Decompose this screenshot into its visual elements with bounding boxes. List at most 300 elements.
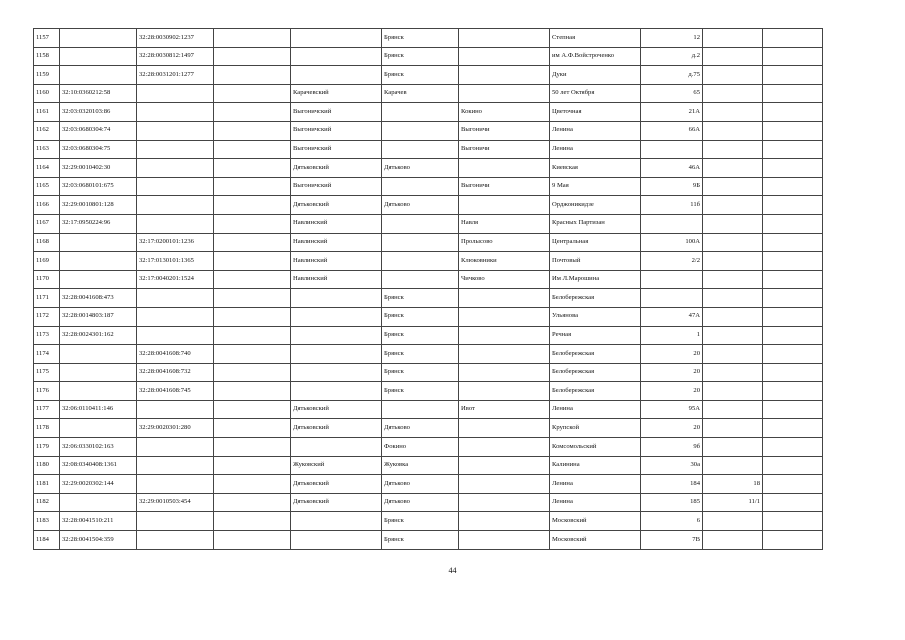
building-number-cell — [703, 159, 763, 178]
district-cell: Выгоничский — [291, 177, 382, 196]
cadastral-number-premises-cell — [214, 456, 291, 475]
table-row — [34, 177, 823, 196]
city-cell: Дятьково — [382, 475, 459, 494]
apartment-number-cell — [763, 382, 823, 401]
table-row — [34, 121, 823, 140]
table-row — [34, 307, 823, 326]
row-number-cell: 1162 — [34, 121, 60, 140]
street-cell: Дуки — [550, 66, 641, 85]
cadastral-number-land-cell: 32:06:0330102:163 — [60, 438, 137, 457]
row-number-cell: 1164 — [34, 159, 60, 178]
table-row — [34, 531, 823, 550]
cadastral-number-building-cell: 32:28:0041608:732 — [137, 363, 214, 382]
district-cell — [291, 512, 382, 531]
cadastral-number-premises-cell — [214, 438, 291, 457]
apartment-number-cell — [763, 475, 823, 494]
street-cell: Ульянова — [550, 307, 641, 326]
city-cell: Дятьково — [382, 196, 459, 215]
house-number-cell: 47А — [641, 307, 703, 326]
row-number-cell: 1178 — [34, 419, 60, 438]
cadastral-number-premises-cell — [214, 326, 291, 345]
building-number-cell — [703, 345, 763, 364]
city-cell — [382, 121, 459, 140]
row-number-cell: 1158 — [34, 47, 60, 66]
cadastral-number-building-cell: 32:17:0200101:1236 — [137, 233, 214, 252]
table-row — [34, 66, 823, 85]
cadastral-number-building-cell: 32:17:0130101:1365 — [137, 252, 214, 271]
street-cell: Киевская — [550, 159, 641, 178]
city-cell: Брянск — [382, 289, 459, 308]
building-number-cell — [703, 363, 763, 382]
cadastral-number-land-cell — [60, 493, 137, 512]
cadastral-number-premises-cell — [214, 233, 291, 252]
city-cell: Брянск — [382, 66, 459, 85]
building-number-cell — [703, 252, 763, 271]
house-number-cell: 66А — [641, 121, 703, 140]
apartment-number-cell — [763, 214, 823, 233]
street-cell: Ленина — [550, 140, 641, 159]
cadastral-number-building-cell: 32:17:0040201:1524 — [137, 270, 214, 289]
house-number-cell — [641, 214, 703, 233]
cadastral-number-land-cell: 32:29:0010801:128 — [60, 196, 137, 215]
district-cell — [291, 345, 382, 364]
settlement-cell: Выгоничи — [459, 121, 550, 140]
cadastral-number-land-cell: 32:03:0680304:75 — [60, 140, 137, 159]
city-cell: Брянск — [382, 363, 459, 382]
house-number-cell: 9Б — [641, 177, 703, 196]
apartment-number-cell — [763, 29, 823, 48]
table-row — [34, 363, 823, 382]
city-cell: Дятьково — [382, 159, 459, 178]
cadastral-number-land-cell: 32:10:0360212:58 — [60, 84, 137, 103]
city-cell — [382, 252, 459, 271]
settlement-cell — [459, 419, 550, 438]
cadastral-number-land-cell: 32:28:0014803:187 — [60, 307, 137, 326]
street-cell: Калинина — [550, 456, 641, 475]
house-number-cell: 20 — [641, 363, 703, 382]
cadastral-number-premises-cell — [214, 493, 291, 512]
cadastral-number-building-cell — [137, 400, 214, 419]
cadastral-number-building-cell — [137, 177, 214, 196]
settlement-cell: Выгоничи — [459, 140, 550, 159]
cadastral-number-building-cell — [137, 307, 214, 326]
city-cell: Жуковка — [382, 456, 459, 475]
cadastral-number-building-cell — [137, 531, 214, 550]
district-cell: Выгоничский — [291, 140, 382, 159]
cadastral-number-building-cell — [137, 438, 214, 457]
building-number-cell — [703, 270, 763, 289]
cadastral-number-land-cell — [60, 345, 137, 364]
row-number-cell: 1163 — [34, 140, 60, 159]
table-row — [34, 233, 823, 252]
house-number-cell: 20 — [641, 382, 703, 401]
district-cell: Дятьковский — [291, 493, 382, 512]
cadastral-number-building-cell — [137, 326, 214, 345]
apartment-number-cell — [763, 307, 823, 326]
district-cell — [291, 289, 382, 308]
district-cell: Дятьковский — [291, 419, 382, 438]
apartment-number-cell — [763, 140, 823, 159]
district-cell: Навлинский — [291, 270, 382, 289]
district-cell: Навлинский — [291, 252, 382, 271]
cadastral-number-building-cell — [137, 121, 214, 140]
cadastral-number-premises-cell — [214, 382, 291, 401]
house-number-cell: 6 — [641, 512, 703, 531]
apartment-number-cell — [763, 66, 823, 85]
apartment-number-cell — [763, 326, 823, 345]
house-number-cell — [641, 289, 703, 308]
street-cell: Речная — [550, 326, 641, 345]
table-row — [34, 270, 823, 289]
house-number-cell: д.2 — [641, 47, 703, 66]
table-row — [34, 382, 823, 401]
street-cell: Центральная — [550, 233, 641, 252]
row-number-cell: 1180 — [34, 456, 60, 475]
row-number-cell: 1169 — [34, 252, 60, 271]
street-cell: Крупской — [550, 419, 641, 438]
table-row — [34, 419, 823, 438]
cadastral-number-land-cell: 32:17:0950224:96 — [60, 214, 137, 233]
house-number-cell: 65 — [641, 84, 703, 103]
cadastral-number-premises-cell — [214, 140, 291, 159]
cadastral-number-land-cell: 32:03:0680304:74 — [60, 121, 137, 140]
row-number-cell: 1175 — [34, 363, 60, 382]
city-cell: Брянск — [382, 345, 459, 364]
row-number-cell: 1177 — [34, 400, 60, 419]
cadastral-number-land-cell — [60, 66, 137, 85]
settlement-cell — [459, 196, 550, 215]
row-number-cell: 1183 — [34, 512, 60, 531]
city-cell: Брянск — [382, 326, 459, 345]
settlement-cell — [459, 307, 550, 326]
building-number-cell — [703, 140, 763, 159]
table-row — [34, 159, 823, 178]
table-row — [34, 512, 823, 531]
street-cell: Ленина — [550, 400, 641, 419]
apartment-number-cell — [763, 456, 823, 475]
apartment-number-cell — [763, 84, 823, 103]
cadastral-number-building-cell: 32:29:0010503:454 — [137, 493, 214, 512]
house-number-cell: 20 — [641, 419, 703, 438]
cadastral-number-land-cell — [60, 419, 137, 438]
table-row — [34, 29, 823, 48]
settlement-cell: Клюковники — [459, 252, 550, 271]
building-number-cell — [703, 456, 763, 475]
district-cell — [291, 438, 382, 457]
house-number-cell: 12 — [641, 29, 703, 48]
apartment-number-cell — [763, 419, 823, 438]
cadastral-number-premises-cell — [214, 289, 291, 308]
building-number-cell — [703, 419, 763, 438]
cadastral-number-land-cell — [60, 270, 137, 289]
house-number-cell: 1 — [641, 326, 703, 345]
district-cell — [291, 307, 382, 326]
building-number-cell — [703, 214, 763, 233]
district-cell — [291, 531, 382, 550]
cadastral-number-building-cell: 32:28:0041608:740 — [137, 345, 214, 364]
apartment-number-cell — [763, 270, 823, 289]
settlement-cell — [459, 326, 550, 345]
street-cell: Почтовый — [550, 252, 641, 271]
table-row — [34, 196, 823, 215]
city-cell: Брянск — [382, 29, 459, 48]
cadastral-number-building-cell: 32:28:0041608:745 — [137, 382, 214, 401]
building-number-cell — [703, 121, 763, 140]
table-row — [34, 345, 823, 364]
cadastral-number-building-cell — [137, 196, 214, 215]
house-number-cell — [641, 270, 703, 289]
table-row — [34, 103, 823, 122]
city-cell: Дятьково — [382, 419, 459, 438]
table-row — [34, 438, 823, 457]
row-number-cell: 1159 — [34, 66, 60, 85]
house-number-cell: 185 — [641, 493, 703, 512]
cadastral-number-land-cell: 32:03:0320103:86 — [60, 103, 137, 122]
settlement-cell — [459, 512, 550, 531]
row-number-cell: 1165 — [34, 177, 60, 196]
table-row — [34, 84, 823, 103]
cadastral-number-building-cell: 32:28:0030812:1497 — [137, 47, 214, 66]
cadastral-number-land-cell — [60, 252, 137, 271]
cadastral-number-building-cell — [137, 84, 214, 103]
cadastral-number-premises-cell — [214, 159, 291, 178]
settlement-cell — [459, 493, 550, 512]
house-number-cell — [641, 140, 703, 159]
row-number-cell: 1172 — [34, 307, 60, 326]
cadastral-number-land-cell — [60, 382, 137, 401]
street-cell: Ленина — [550, 475, 641, 494]
building-number-cell — [703, 438, 763, 457]
cadastral-number-premises-cell — [214, 419, 291, 438]
district-cell — [291, 382, 382, 401]
row-number-cell: 1167 — [34, 214, 60, 233]
building-number-cell — [703, 382, 763, 401]
street-cell: Московский — [550, 512, 641, 531]
district-cell: Выгоничский — [291, 103, 382, 122]
table-row — [34, 252, 823, 271]
page-number: 44 — [448, 566, 457, 575]
building-number-cell — [703, 233, 763, 252]
cadastral-number-premises-cell — [214, 252, 291, 271]
street-cell: Белобережская — [550, 289, 641, 308]
row-number-cell: 1157 — [34, 29, 60, 48]
settlement-cell — [459, 475, 550, 494]
house-number-cell: 95А — [641, 400, 703, 419]
cadastral-number-land-cell — [60, 29, 137, 48]
building-number-cell — [703, 47, 763, 66]
cadastral-number-land-cell: 32:28:0041510:211 — [60, 512, 137, 531]
cadastral-number-land-cell: 32:28:0041608:473 — [60, 289, 137, 308]
building-number-cell — [703, 103, 763, 122]
row-number-cell: 1182 — [34, 493, 60, 512]
house-number-cell: 9б — [641, 438, 703, 457]
street-cell: Белобережская — [550, 363, 641, 382]
cadastral-number-premises-cell — [214, 531, 291, 550]
building-number-cell — [703, 307, 763, 326]
apartment-number-cell — [763, 103, 823, 122]
apartment-number-cell — [763, 196, 823, 215]
district-cell: Жуковский — [291, 456, 382, 475]
district-cell — [291, 47, 382, 66]
city-cell: Дятьково — [382, 493, 459, 512]
building-number-cell — [703, 177, 763, 196]
apartment-number-cell — [763, 531, 823, 550]
settlement-cell — [459, 84, 550, 103]
cadastral-number-land-cell: 32:08:0340408:1361 — [60, 456, 137, 475]
apartment-number-cell — [763, 252, 823, 271]
row-number-cell: 1181 — [34, 475, 60, 494]
apartment-number-cell — [763, 438, 823, 457]
cadastral-number-premises-cell — [214, 475, 291, 494]
row-number-cell: 1184 — [34, 531, 60, 550]
cadastral-number-premises-cell — [214, 103, 291, 122]
district-cell: Навлинский — [291, 233, 382, 252]
row-number-cell: 1171 — [34, 289, 60, 308]
apartment-number-cell — [763, 159, 823, 178]
street-cell: Цветочная — [550, 103, 641, 122]
cadastral-number-land-cell: 32:06:0110411:146 — [60, 400, 137, 419]
cadastral-number-building-cell — [137, 103, 214, 122]
street-cell: Ленина — [550, 121, 641, 140]
building-number-cell — [703, 400, 763, 419]
cadastral-number-building-cell — [137, 456, 214, 475]
cadastral-number-land-cell: 32:29:0010402:30 — [60, 159, 137, 178]
cadastral-number-premises-cell — [214, 214, 291, 233]
building-number-cell — [703, 531, 763, 550]
settlement-cell — [459, 47, 550, 66]
district-cell: Дятьковский — [291, 400, 382, 419]
street-cell: Московский — [550, 531, 641, 550]
cadastral-number-land-cell — [60, 233, 137, 252]
settlement-cell — [459, 438, 550, 457]
street-cell: Комсомольский — [550, 438, 641, 457]
settlement-cell — [459, 66, 550, 85]
cadastral-number-land-cell: 32:03:0680101:675 — [60, 177, 137, 196]
table-row — [34, 493, 823, 512]
district-cell: Карачевский — [291, 84, 382, 103]
street-cell: Степная — [550, 29, 641, 48]
cadastral-number-land-cell: 32:29:0020302:144 — [60, 475, 137, 494]
city-cell: Карачев — [382, 84, 459, 103]
settlement-cell — [459, 363, 550, 382]
house-number-cell: 7В — [641, 531, 703, 550]
district-cell — [291, 66, 382, 85]
street-cell: 50 лет Октября — [550, 84, 641, 103]
building-number-cell: 11/1 — [703, 493, 763, 512]
settlement-cell: Ивот — [459, 400, 550, 419]
cadastral-number-building-cell — [137, 289, 214, 308]
apartment-number-cell — [763, 400, 823, 419]
street-cell: Ленина — [550, 493, 641, 512]
cadastral-number-land-cell: 32:28:0024301:162 — [60, 326, 137, 345]
settlement-cell — [459, 289, 550, 308]
settlement-cell: Выгоничи — [459, 177, 550, 196]
apartment-number-cell — [763, 233, 823, 252]
property-register-table — [33, 28, 823, 550]
apartment-number-cell — [763, 493, 823, 512]
cadastral-number-land-cell — [60, 47, 137, 66]
city-cell — [382, 177, 459, 196]
row-number-cell: 1168 — [34, 233, 60, 252]
cadastral-number-building-cell — [137, 214, 214, 233]
row-number-cell: 1173 — [34, 326, 60, 345]
apartment-number-cell — [763, 289, 823, 308]
district-cell: Навлинский — [291, 214, 382, 233]
apartment-number-cell — [763, 121, 823, 140]
row-number-cell: 1160 — [34, 84, 60, 103]
settlement-cell: Кокино — [459, 103, 550, 122]
table-row — [34, 326, 823, 345]
cadastral-number-premises-cell — [214, 512, 291, 531]
cadastral-number-land-cell — [60, 363, 137, 382]
table-row — [34, 47, 823, 66]
building-number-cell: 18 — [703, 475, 763, 494]
settlement-cell — [459, 531, 550, 550]
row-number-cell: 1161 — [34, 103, 60, 122]
settlement-cell: Чичково — [459, 270, 550, 289]
city-cell: Брянск — [382, 47, 459, 66]
building-number-cell — [703, 289, 763, 308]
table-row — [34, 456, 823, 475]
house-number-cell: д.75 — [641, 66, 703, 85]
settlement-cell — [459, 159, 550, 178]
house-number-cell: 184 — [641, 475, 703, 494]
cadastral-number-premises-cell — [214, 177, 291, 196]
district-cell: Дятьковский — [291, 159, 382, 178]
row-number-cell: 1179 — [34, 438, 60, 457]
cadastral-number-land-cell: 32:28:0041504:359 — [60, 531, 137, 550]
apartment-number-cell — [763, 363, 823, 382]
house-number-cell: 20 — [641, 345, 703, 364]
street-cell: Белобережская — [550, 345, 641, 364]
cadastral-number-premises-cell — [214, 84, 291, 103]
city-cell: Фокино — [382, 438, 459, 457]
table-row — [34, 400, 823, 419]
cadastral-number-building-cell — [137, 159, 214, 178]
district-cell — [291, 363, 382, 382]
settlement-cell: Пролысово — [459, 233, 550, 252]
house-number-cell: 2/2 — [641, 252, 703, 271]
row-number-cell: 1170 — [34, 270, 60, 289]
settlement-cell: Навля — [459, 214, 550, 233]
street-cell: Орджоникидзе — [550, 196, 641, 215]
row-number-cell: 1166 — [34, 196, 60, 215]
cadastral-number-premises-cell — [214, 270, 291, 289]
district-cell: Дятьковский — [291, 475, 382, 494]
table-row — [34, 214, 823, 233]
cadastral-number-premises-cell — [214, 345, 291, 364]
apartment-number-cell — [763, 47, 823, 66]
row-number-cell: 1176 — [34, 382, 60, 401]
cadastral-number-premises-cell — [214, 363, 291, 382]
cadastral-number-building-cell: 32:29:0020301:280 — [137, 419, 214, 438]
cadastral-number-premises-cell — [214, 121, 291, 140]
city-cell: Брянск — [382, 512, 459, 531]
house-number-cell: 100А — [641, 233, 703, 252]
district-cell: Выгоничский — [291, 121, 382, 140]
building-number-cell — [703, 512, 763, 531]
building-number-cell — [703, 66, 763, 85]
apartment-number-cell — [763, 177, 823, 196]
city-cell — [382, 233, 459, 252]
street-cell: 9 Мая — [550, 177, 641, 196]
house-number-cell: 46А — [641, 159, 703, 178]
table-row — [34, 475, 823, 494]
city-cell: Брянск — [382, 382, 459, 401]
settlement-cell — [459, 456, 550, 475]
street-cell: Белобережская — [550, 382, 641, 401]
cadastral-number-premises-cell — [214, 29, 291, 48]
